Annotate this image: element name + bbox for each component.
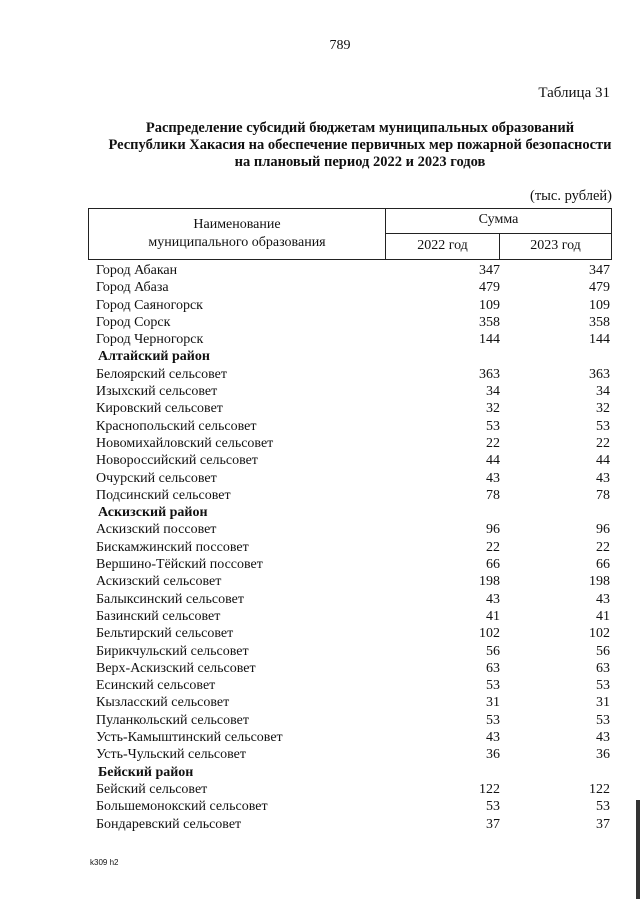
amount-2022: 31 <box>486 695 500 711</box>
amount-2023: 43 <box>596 470 610 486</box>
amount-2023: 43 <box>596 591 610 607</box>
page-number: 789 <box>329 38 351 53</box>
title-line: Республики Хакасия на обеспечение первичных мер пожарной безопасности <box>108 137 612 153</box>
amount-2023: 37 <box>596 816 610 832</box>
amount-2022: 363 <box>479 366 500 382</box>
amount-2022: 358 <box>479 314 500 330</box>
header-sum: Сумма <box>478 212 519 227</box>
table-row <box>88 383 612 400</box>
municipality-name: Кызласский сельсовет <box>96 695 230 711</box>
amount-2022: 43 <box>486 591 500 607</box>
amount-2022: 96 <box>486 522 500 538</box>
header-divider <box>385 233 611 234</box>
group-heading: Бейский район <box>98 764 194 780</box>
header-name-line2: муниципального образования <box>148 235 326 250</box>
amount-2022: 41 <box>486 608 500 624</box>
amount-2023: 31 <box>596 695 610 711</box>
amount-2023: 53 <box>596 678 610 694</box>
amount-2023: 78 <box>596 487 610 503</box>
header-year-2023: 2023 год <box>530 238 581 253</box>
table-row <box>88 418 612 435</box>
amount-2023: 122 <box>589 781 610 797</box>
table-row <box>88 521 612 538</box>
municipality-name: Бондаревский сельсовет <box>96 816 242 832</box>
table-title <box>80 120 640 171</box>
amount-2022: 56 <box>486 643 500 659</box>
amount-2023: 53 <box>596 418 610 434</box>
table-row <box>88 643 612 660</box>
amount-2022: 198 <box>479 574 500 590</box>
amount-2022: 37 <box>486 816 500 832</box>
amount-2023: 41 <box>596 608 610 624</box>
amount-2022: 32 <box>486 401 500 417</box>
table-row <box>88 660 612 677</box>
table-row <box>88 366 612 383</box>
table-row <box>88 625 612 642</box>
municipality-name: Новомихайловский сельсовет <box>96 435 274 451</box>
table-row <box>88 798 612 815</box>
table-row <box>88 556 612 573</box>
municipality-name: Город Саяногорск <box>96 297 203 313</box>
table-row <box>88 435 612 452</box>
amount-2022: 102 <box>479 626 500 642</box>
header-year-2022: 2022 год <box>417 238 468 253</box>
amount-2023: 479 <box>589 280 610 296</box>
units-label: (тыс. рублей) <box>530 188 612 204</box>
table-row <box>88 729 612 746</box>
table-row <box>88 573 612 590</box>
table-row <box>88 712 612 729</box>
municipality-name: Бейский сельсовет <box>96 781 208 797</box>
amount-2022: 144 <box>479 332 500 348</box>
amount-2022: 109 <box>479 297 500 313</box>
group-heading-row <box>88 348 612 365</box>
amount-2023: 109 <box>589 297 610 313</box>
municipality-name: Усть-Камыштинский сельсовет <box>96 730 283 746</box>
amount-2023: 363 <box>589 366 610 382</box>
amount-2022: 43 <box>486 470 500 486</box>
amount-2022: 63 <box>486 660 500 676</box>
amount-2022: 22 <box>486 539 500 555</box>
table-body <box>88 262 612 833</box>
municipality-name: Базинский сельсовет <box>96 608 221 624</box>
amount-2023: 56 <box>596 643 610 659</box>
municipality-name: Усть-Чульский сельсовет <box>96 747 247 763</box>
amount-2023: 102 <box>589 626 610 642</box>
group-heading-row <box>88 764 612 781</box>
group-heading-row <box>88 504 612 521</box>
table-row <box>88 746 612 763</box>
table-row <box>88 452 612 469</box>
municipality-name: Город Абаза <box>96 280 169 296</box>
amount-2023: 347 <box>589 263 610 278</box>
table-row <box>88 487 612 504</box>
amount-2023: 63 <box>596 660 610 676</box>
amount-2022: 22 <box>486 435 500 451</box>
amount-2023: 53 <box>596 799 610 815</box>
table-row <box>88 694 612 711</box>
municipality-name: Бискамжинский поссовет <box>96 539 249 555</box>
municipality-name: Аскизский поссовет <box>96 522 217 538</box>
table-row <box>88 781 612 798</box>
group-heading: Аскизский район <box>98 505 208 521</box>
amount-2023: 22 <box>596 435 610 451</box>
amount-2023: 22 <box>596 539 610 555</box>
amount-2023: 43 <box>596 730 610 746</box>
title-line: Распределение субсидий бюджетам муниципальных образований <box>145 120 575 136</box>
group-heading: Алтайский район <box>98 349 210 365</box>
municipality-name: Верх-Аскизский сельсовет <box>96 660 256 676</box>
table-row <box>88 591 612 608</box>
table-row <box>88 677 612 694</box>
municipality-name: Город Черногорск <box>96 332 204 348</box>
amount-2022: 78 <box>486 487 500 503</box>
amount-2023: 358 <box>589 314 610 330</box>
table-row <box>88 279 612 296</box>
municipality-name: Изыхский сельсовет <box>96 384 218 400</box>
table-row <box>88 608 612 625</box>
amount-2022: 34 <box>486 384 500 400</box>
amount-2023: 44 <box>596 453 610 469</box>
municipality-name: Подсинский сельсовет <box>96 487 231 503</box>
municipality-name: Есинский сельсовет <box>96 678 216 694</box>
municipality-name: Пуланкольский сельсовет <box>96 712 250 728</box>
municipality-name: Кировский сельсовет <box>96 401 223 417</box>
amount-2022: 53 <box>486 418 500 434</box>
amount-2022: 53 <box>486 678 500 694</box>
table-row <box>88 331 612 348</box>
table-row <box>88 297 612 314</box>
amount-2022: 347 <box>479 263 500 278</box>
amount-2022: 44 <box>486 453 500 469</box>
municipality-name: Бельтирский сельсовет <box>96 626 234 642</box>
amount-2022: 53 <box>486 799 500 815</box>
table-label: Таблица 31 <box>538 85 610 101</box>
amount-2022: 43 <box>486 730 500 746</box>
amount-2023: 53 <box>596 712 610 728</box>
amount-2023: 198 <box>589 574 610 590</box>
amount-2023: 32 <box>596 401 610 417</box>
municipality-name: Город Абакан <box>96 263 178 278</box>
municipality-name: Новороссийский сельсовет <box>96 453 258 469</box>
amount-2023: 96 <box>596 522 610 538</box>
municipality-name: Краснопольский сельсовет <box>96 418 257 434</box>
municipality-name: Балыксинский сельсовет <box>96 591 244 607</box>
title-line: на плановый период 2022 и 2023 годов <box>234 154 486 170</box>
municipality-name: Бирикчульский сельсовет <box>96 643 249 659</box>
table-row <box>88 539 612 556</box>
amount-2023: 36 <box>596 747 610 763</box>
header-name-line1: Наименование <box>193 217 281 232</box>
municipality-name: Вершино-Тёйский поссовет <box>96 557 263 573</box>
amount-2023: 34 <box>596 384 610 400</box>
table-row <box>88 816 612 833</box>
municipality-name: Белоярский сельсовет <box>96 366 227 382</box>
table-row <box>88 262 612 279</box>
table-header <box>88 208 612 260</box>
municipality-name: Большемонокский сельсовет <box>96 799 268 815</box>
amount-2022: 66 <box>486 557 500 573</box>
amount-2022: 53 <box>486 712 500 728</box>
amount-2022: 36 <box>486 747 500 763</box>
municipality-name: Аскизский сельсовет <box>96 574 222 590</box>
table-row <box>88 314 612 331</box>
amount-2023: 66 <box>596 557 610 573</box>
municipality-name: Очурский сельсовет <box>96 470 217 486</box>
footer-code: k309 h2 <box>90 858 119 867</box>
amount-2022: 122 <box>479 781 500 797</box>
amount-2023: 144 <box>589 332 610 348</box>
table-row <box>88 470 612 487</box>
amount-2022: 479 <box>479 280 500 296</box>
municipality-name: Город Сорск <box>96 314 171 330</box>
table-row <box>88 400 612 417</box>
scan-edge-mark <box>636 800 640 899</box>
